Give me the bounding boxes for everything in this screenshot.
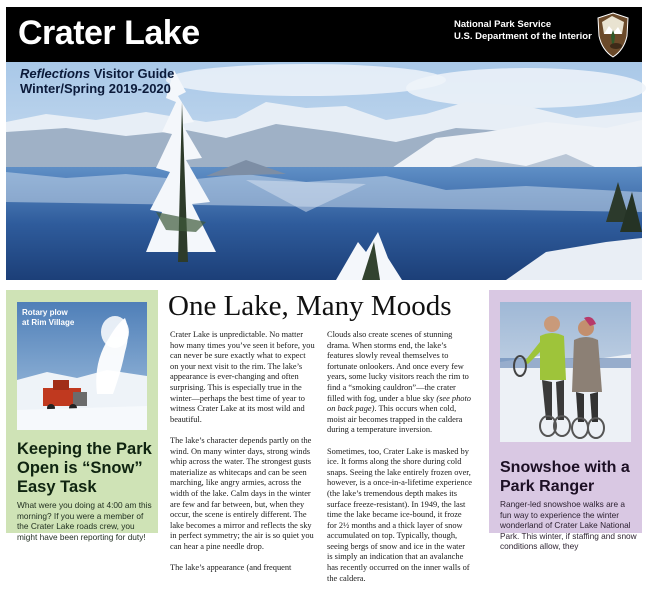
photo-reference: (see photo on back page) xyxy=(327,393,471,414)
snowshoe-illustration xyxy=(500,302,631,442)
guide-name: Reflections xyxy=(20,66,91,81)
paragraph-text: Clouds also create scenes of stunning drama. When storms end, the lake’s features slowly reveal themselves to fortunate onlookers. And once every few years, some lucky visitors reach the rim to find a “smoking cauldron”—the crater filled with fog, under a blue sky xyxy=(327,330,469,403)
article-paragraph: Crater Lake is unpredictable. No matter how many times you’ve seen it before, you can never be sure exactly what to expect on your next visit to the rim. The lake’s appearance is ever-changing and often surprising. This is especially true in the winter—perhaps the best time of year to witness Crater Lake at its most wild and beautiful. xyxy=(170,330,315,424)
right-sidebar-headline: Snowshoe with a Park Ranger xyxy=(500,459,630,495)
snowshoe-rangers-photo xyxy=(500,302,631,442)
article-paragraph: Sometimes, too, Crater Lake is masked by ice. It forms along the shore during cold snaps. Seeing the lake entirely frozen over, however, is a once-in-a-lifetime experience (the lake’s tremendous depth makes its surface freeze-resistant). In 1949, the last time the lake became ice-bound, it froze for 2½ months and a thick layer of snow accumulated on top. Typically, though, seeing bergs of snow and ice in the water is simply an indication that an avalanche has recently occurred on the inner walls of the caldera. xyxy=(327,446,472,583)
page-title: Crater Lake xyxy=(18,14,200,52)
guide-name-rest: Visitor Guide xyxy=(90,66,175,81)
caption-line-1: Rotary plow xyxy=(22,308,68,317)
rotary-plow-photo xyxy=(17,302,147,430)
hero-photo-crater-lake xyxy=(6,62,642,280)
right-sidebar-snowshoe xyxy=(489,290,642,551)
agency-block xyxy=(454,19,592,43)
right-sidebar-body: Ranger-led snowshoe walks are a fun way to experience the winter wonderland of Crater Lake National Park. This winter, if staffing and snow conditions allow, they xyxy=(500,499,637,551)
caption-line-2: at Rim Village xyxy=(22,317,75,327)
masthead xyxy=(6,7,642,62)
article-paragraph xyxy=(327,330,472,436)
paragraph-text: . This occurs when cold, moist air becomes trapped in the caldera during a temperature inversion. xyxy=(327,404,463,435)
article-paragraph: The lake’s character depends partly on the wind. On many winter days, strong winds whip across the water. The strongest gusts materialize as whitecaps and can be seen marching, like angry armies, across the width of the lake. Calm days in the winter are few and far between, but, when they occur, the scene is entirely different. The lake becomes a mirror and reflects the sky in perfect symmetry; the air is so quiet you can hear a pine needle drop. xyxy=(170,435,314,551)
left-sidebar-body: What were you doing at 4:00 am this morning? If you were a member of the Crater Lake roads crew, you might have been reporting for duty! xyxy=(17,500,152,542)
article-paragraph: The lake’s appearance (and frequent xyxy=(170,563,292,573)
nps-arrowhead-icon xyxy=(596,12,630,58)
left-sidebar-roads xyxy=(6,290,158,542)
article-column-1 xyxy=(170,330,315,584)
guide-season: Winter/Spring 2019-2020 xyxy=(20,81,171,96)
agency-name: National Park Service xyxy=(454,19,552,30)
article-column-2 xyxy=(327,330,472,595)
plow-photo-caption xyxy=(22,308,74,327)
article-title: One Lake, Many Moods xyxy=(168,290,452,322)
department-name: U.S. Department of the Interior xyxy=(454,31,592,42)
visitor-guide-label xyxy=(20,66,174,96)
left-sidebar-headline: Keeping the Park Open is “Snow” Easy Task xyxy=(17,440,152,496)
